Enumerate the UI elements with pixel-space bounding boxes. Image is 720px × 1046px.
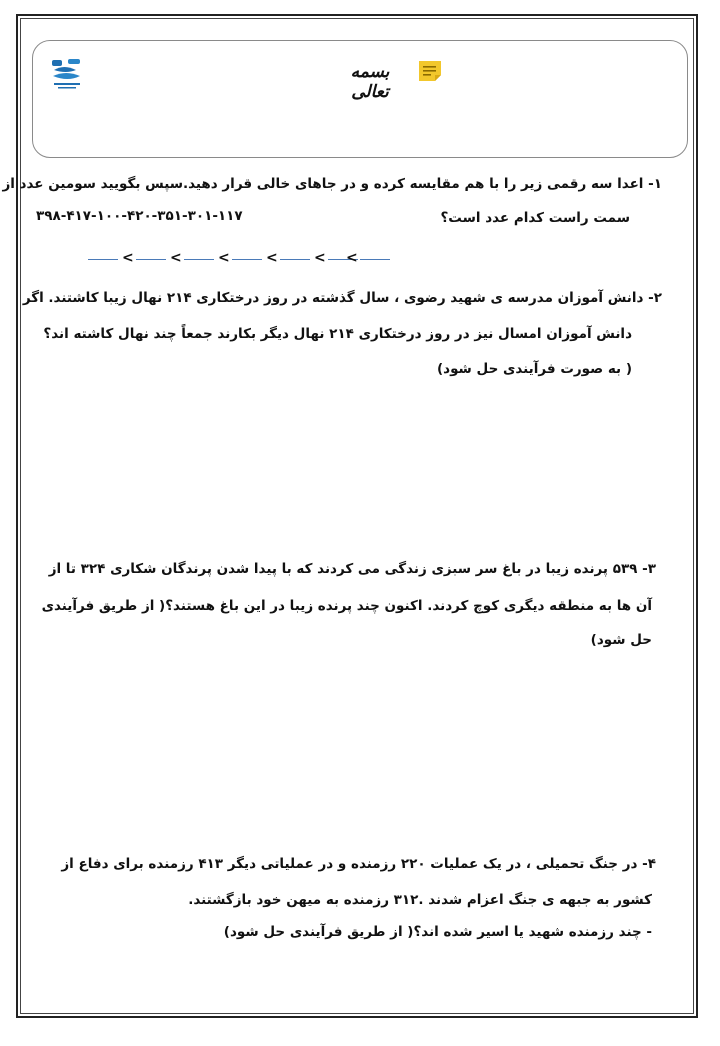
less-than-sign: < xyxy=(170,250,182,266)
q2-line2: دانش آموزان امسال نیز در روز درختکاری ۲۱۴ نهال دیگر بکارند جمعاً چند نهال کاشته اند؟ xyxy=(43,326,632,342)
q4-line1: ۴- در جنگ تحمیلی ، در یک عملیات ۲۲۰ رزمنده و در عملیاتی دیگر ۴۱۳ رزمنده برای دفاع از xyxy=(61,856,656,872)
less-than-sign: < xyxy=(266,250,278,266)
less-than-sign: < xyxy=(346,250,358,266)
q2-line1: ۲- دانش آموزان مدرسه ی شهید رضوی ، سال گذشته در روز درختکاری ۲۱۴ نهال زیبا کاشتند. اگر xyxy=(22,290,662,306)
page-title: بسمه تعالی xyxy=(350,62,390,102)
q3-line3: حل شود) xyxy=(590,632,652,648)
less-than-sign: < xyxy=(314,250,326,266)
q1-line2: سمت راست کدام عدد است؟ xyxy=(440,210,630,226)
q3-line1: ۳- ۵۳۹ پرنده زیبا در باغ سر سبزی زندگی می کردند که با پیدا شدن پرندگان شکاری ۳۲۴ تا از xyxy=(48,561,656,577)
q1-line1: ۱- اعدا سه رقمی زیر را با هم مقایسه کرده و در جاهای خالی قرار دهید.سپس بگویید سومین عدد از xyxy=(2,176,662,192)
q1-comparison-blanks xyxy=(88,250,398,270)
less-than-sign: < xyxy=(122,250,134,266)
less-than-sign: < xyxy=(218,250,230,266)
q2-line3: ( به صورت فرآیندی حل شود) xyxy=(436,361,632,377)
q4-line2: کشور به جبهه ی جنگ اعزام شدند .۳۱۲ رزمنده به میهن خود بازگشتند. xyxy=(188,892,652,908)
q4-line3: - چند رزمنده شهید یا اسیر شده اند؟( از طریق فرآیندی حل شود) xyxy=(223,924,652,940)
logo-icon xyxy=(50,56,84,90)
q3-line2: آن ها به منطقه دیگری کوچ کردند. اکنون چند پرنده زیبا در این باغ هستند؟( از طریق فرآیندی xyxy=(41,598,652,614)
sticky-note-icon xyxy=(418,60,442,82)
q1-numbers: ۳۹۸-۴۱۷-۱۰۰-۴۲۰-۳۵۱-۳۰۱-۱۱۷ xyxy=(36,208,243,224)
